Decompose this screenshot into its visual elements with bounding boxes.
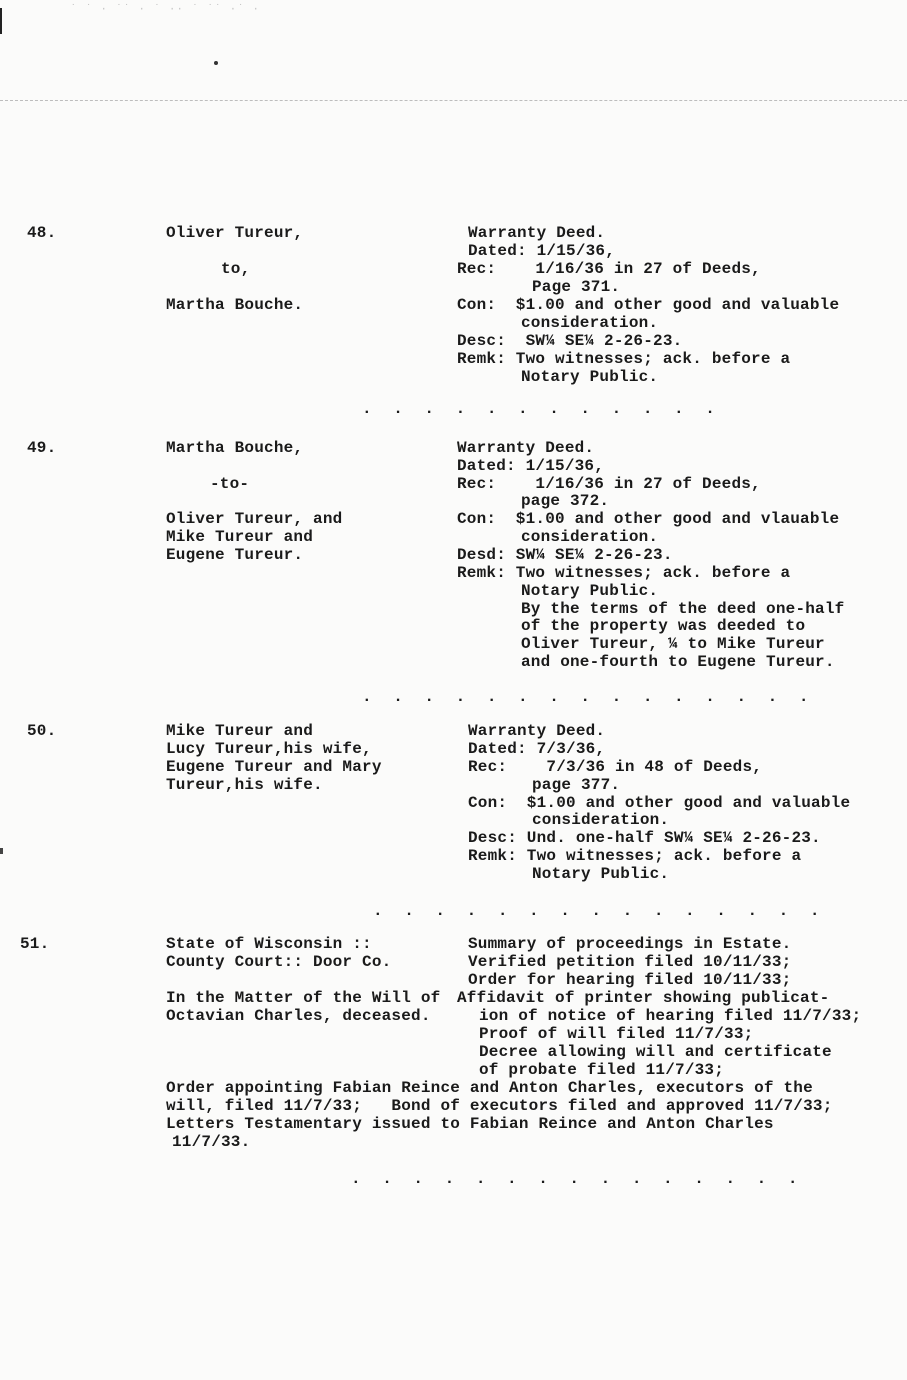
detail-line: Desc: SW¼ SE¼ 2-26-23. bbox=[457, 332, 683, 350]
order-line: 11/7/33. bbox=[172, 1133, 251, 1151]
detail-line: consideration. bbox=[521, 528, 659, 546]
proceeding-line: Summary of proceedings in Estate. bbox=[468, 935, 792, 953]
party-line: to, bbox=[221, 260, 251, 278]
detail-line: consideration. bbox=[532, 811, 670, 829]
order-line: Letters Testamentary issued to Fabian Reince and Anton Charles bbox=[166, 1115, 774, 1133]
party-line: Oliver Tureur, bbox=[166, 224, 304, 242]
order-line: will, filed 11/7/33; Bond of executors filed and approved 11/7/33; bbox=[166, 1097, 833, 1115]
detail-line: Rec: 1/16/36 in 27 of Deeds, bbox=[457, 260, 761, 278]
entry-number: 48. bbox=[27, 224, 57, 242]
margin-mark bbox=[0, 848, 3, 854]
detail-line: Page 371. bbox=[532, 278, 621, 296]
detail-line: Notary Public. bbox=[532, 865, 670, 883]
court-line: Octavian Charles, deceased. bbox=[166, 1007, 431, 1025]
entry-number: 50. bbox=[27, 722, 57, 740]
detail-line: Warranty Deed. bbox=[468, 224, 606, 242]
party-line: Mike Tureur and bbox=[166, 722, 314, 740]
detail-line: Notary Public. bbox=[521, 368, 659, 386]
detail-line: page 372. bbox=[521, 492, 610, 510]
party-line: Eugene Tureur and Mary bbox=[166, 758, 382, 776]
separator-dots: . . . . . . . . . . . . . . . bbox=[373, 902, 826, 920]
entry-number: 51. bbox=[20, 935, 50, 953]
detail-line: and one-fourth to Eugene Tureur. bbox=[521, 653, 835, 671]
court-line: County Court:: Door Co. bbox=[166, 953, 392, 971]
separator-dots: . . . . . . . . . . . . . . . bbox=[351, 1170, 804, 1188]
proceeding-line: Proof of will filed 11/7/33; bbox=[479, 1025, 754, 1043]
party-line: Lucy Tureur,his wife, bbox=[166, 740, 372, 758]
party-line: Mike Tureur and bbox=[166, 528, 314, 546]
detail-line: of the property was deeded to bbox=[521, 617, 806, 635]
detail-line: Rec: 7/3/36 in 48 of Deeds, bbox=[468, 758, 763, 776]
detail-line: Warranty Deed. bbox=[457, 439, 595, 457]
detail-line: By the terms of the deed one-half bbox=[521, 600, 845, 618]
detail-line: Remk: Two witnesses; ack. before a bbox=[468, 847, 802, 865]
court-line: State of Wisconsin :: bbox=[166, 935, 372, 953]
page-edge-mark bbox=[0, 8, 2, 34]
court-line: In the Matter of the Will of bbox=[166, 989, 441, 1007]
detail-line: consideration. bbox=[521, 314, 659, 332]
proceeding-line: of probate filed 11/7/33; bbox=[479, 1061, 725, 1079]
header-fold-line bbox=[0, 100, 907, 101]
party-line: Tureur,his wife. bbox=[166, 776, 323, 794]
party-line: Martha Bouche. bbox=[166, 296, 304, 314]
detail-line: Dated: 1/15/36, bbox=[457, 457, 605, 475]
detail-line: page 377. bbox=[532, 776, 621, 794]
scan-speck bbox=[214, 61, 218, 65]
order-line: Order appointing Fabian Reince and Anton Charles, executors of the bbox=[166, 1079, 813, 1097]
detail-line: Notary Public. bbox=[521, 582, 659, 600]
scan-specks: ˙ ˙ · ˙˙ · ˙ ·· ˙ ˙˙ ·˙ · bbox=[70, 4, 261, 16]
party-line: -to- bbox=[210, 475, 250, 493]
proceeding-line: Affidavit of printer showing publicat- bbox=[457, 989, 830, 1007]
detail-line: Remk: Two witnesses; ack. before a bbox=[457, 350, 791, 368]
detail-line: Desd: SW¼ SE¼ 2-26-23. bbox=[457, 546, 673, 564]
detail-line: Con: $1.00 and other good and vlauable bbox=[457, 510, 840, 528]
party-line: Oliver Tureur, and bbox=[166, 510, 343, 528]
detail-line: Remk: Two witnesses; ack. before a bbox=[457, 564, 791, 582]
entry-number: 49. bbox=[27, 439, 57, 457]
party-line: Martha Bouche, bbox=[166, 439, 304, 457]
proceeding-line: Order for hearing filed 10/11/33; bbox=[468, 971, 792, 989]
separator-dots: . . . . . . . . . . . . bbox=[362, 400, 721, 418]
detail-line: Desc: Und. one-half SW¼ SE¼ 2-26-23. bbox=[468, 829, 821, 847]
detail-line: Dated: 1/15/36, bbox=[468, 242, 616, 260]
detail-line: Oliver Tureur, ¼ to Mike Tureur bbox=[521, 635, 825, 653]
party-line: Eugene Tureur. bbox=[166, 546, 304, 564]
detail-line: Warranty Deed. bbox=[468, 722, 606, 740]
proceeding-line: Decree allowing will and certificate bbox=[479, 1043, 832, 1061]
detail-line: Con: $1.00 and other good and valuable bbox=[468, 794, 851, 812]
detail-line: Rec: 1/16/36 in 27 of Deeds, bbox=[457, 475, 761, 493]
proceeding-line: Verified petition filed 10/11/33; bbox=[468, 953, 792, 971]
proceeding-line: ion of notice of hearing filed 11/7/33; bbox=[479, 1007, 862, 1025]
detail-line: Dated: 7/3/36, bbox=[468, 740, 606, 758]
detail-line: Con: $1.00 and other good and valuable bbox=[457, 296, 840, 314]
separator-dots: . . . . . . . . . . . . . . . bbox=[362, 688, 815, 706]
